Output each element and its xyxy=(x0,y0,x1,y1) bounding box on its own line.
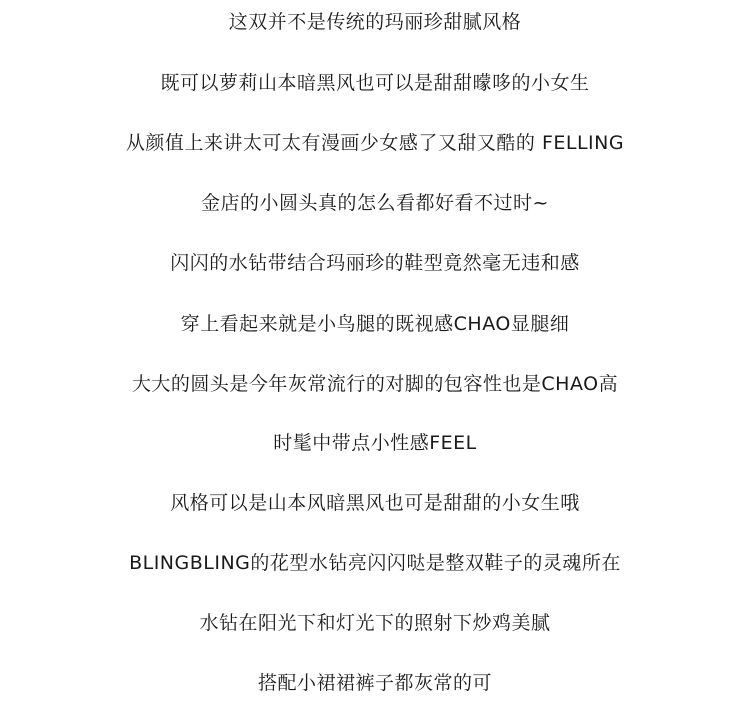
text-line-2: 既可以萝莉山本暗黑风也可以是甜甜曚哆的小女生 xyxy=(160,72,590,94)
text-line-5: 闪闪的水钻带结合玛丽珍的鞋型竟然毫无违和感 xyxy=(170,252,580,274)
text-line-11: 水钻在阳光下和灯光下的照射下炒鸡美腻 xyxy=(199,612,551,634)
text-line-10: BLINGBLING的花型水钻亮闪闪哒是整双鞋子的灵魂所在 xyxy=(129,552,621,574)
text-line-4: 金店的小圆头真的怎么看都好看不过时~ xyxy=(201,192,549,214)
text-line-6: 穿上看起来就是小鸟腿的既视感CHAO显腿细 xyxy=(180,313,570,335)
text-line-3: 从颜值上来讲太可太有漫画少女感了又甜又酷的 FELLING xyxy=(125,132,625,154)
text-line-7: 大大的圆头是今年灰常流行的对脚的包容性也是CHAO高 xyxy=(131,373,619,395)
text-line-9: 风格可以是山本风暗黑风也可是甜甜的小女生哦 xyxy=(170,492,580,514)
text-line-12: 搭配小裙裙裤子都灰常的可 xyxy=(257,672,492,694)
text-line-1: 这双并不是传统的玛丽珍甜腻风格 xyxy=(228,11,522,33)
text-line-8: 时髦中带点小性感FEEL xyxy=(273,432,477,454)
